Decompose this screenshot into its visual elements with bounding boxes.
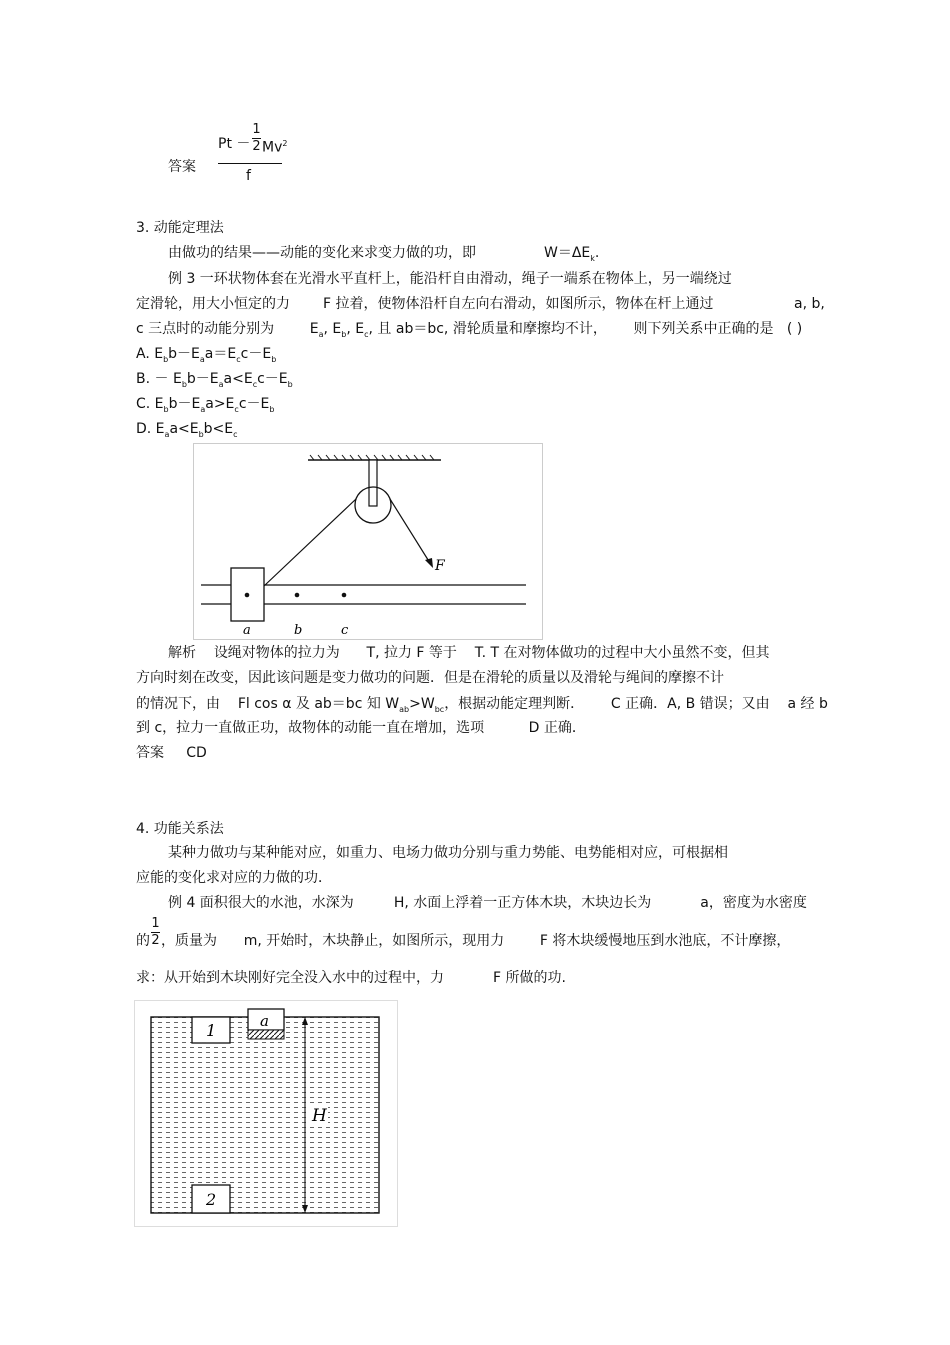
ex3-line2c: a, b,	[794, 296, 825, 312]
answer-half-den: 2	[252, 139, 261, 154]
label-a: a	[243, 623, 251, 638]
ex3-line1: 例 3 一环状物体套在光滑水平直杆上，能沿杆自由滑动，绳子一端系在物体上，另一端绕过	[168, 271, 732, 287]
ex4-line2-de: 的	[136, 933, 150, 949]
label-c: c	[341, 623, 349, 638]
rope-right	[390, 499, 430, 563]
sec4-line2: 应能的变化求对应的力做的功．	[136, 870, 332, 886]
point-b	[295, 593, 300, 598]
label-b: b	[294, 623, 303, 638]
rope-left	[264, 499, 356, 586]
answer-half	[252, 123, 261, 154]
label-2: 2	[206, 1190, 217, 1209]
ex3-line2b: F 拉着，使物体沿杆自左向右滑动，如图所示，物体在杆上通过	[323, 296, 714, 312]
answer-label: 答案	[168, 159, 196, 175]
sec4-heading: 4. 功能关系法	[136, 821, 224, 837]
solution-line1: 解析 设绳对物体的拉力为 T, 拉力 F 等于 T. T 在对物体做功的过程中大小虽然不变，但其	[168, 645, 770, 661]
pulley-figure	[193, 443, 543, 640]
answer-fraction	[218, 122, 288, 184]
option-d: D. $E_aa<E_bb<E_c$	[136, 421, 238, 439]
ex4-half-num: 1	[151, 916, 160, 931]
pool-figure	[134, 1000, 398, 1227]
ex3-line2a: 定滑轮，用大小恒定的力	[136, 296, 290, 312]
pool-water	[151, 1017, 379, 1213]
ex4-line1: 例 4 面积很大的水池，水深为 H, 水面上浮着一正方体木块，木块边长为 a，密度为水密度	[168, 895, 807, 911]
point-c	[342, 593, 347, 598]
sec3-line1: 由做功的结果——动能的变化来求变力做的功，即	[168, 245, 476, 261]
label-H: H	[312, 1106, 327, 1126]
solution-line2: 方向时刻在改变，因此该问题是变力做功的问题．但是在滑轮的质量以及滑轮与绳间的摩擦不计	[136, 670, 724, 686]
label-a: a	[260, 1012, 269, 1030]
ex4-line3: 求：从开始到木块刚好完全没入水中的过程中，力 F 所做的功.	[136, 970, 566, 986]
ex4-half-fraction	[151, 917, 160, 948]
answer-den: f	[246, 168, 251, 184]
label-1: 1	[206, 1021, 217, 1040]
label-F: F	[435, 558, 445, 574]
sec4-line1: 某种力做功与某种能对应，如重力、电场力做功分别与重力势能、电势能相对应，可根据相	[168, 845, 728, 861]
point-a	[245, 593, 250, 598]
option-a: A. $E_bb-E_aa=E_cc-E_b$	[136, 346, 277, 364]
option-c: C. $E_bb-E_aa>E_cc-E_b$	[136, 396, 275, 414]
ex4-line2-rest: ，质量为 m, 开始时，木块静止，如图所示，现用力 F 将木块缓慢地压到水池底，不计摩擦，	[161, 933, 791, 949]
answer-half-num: 1	[252, 122, 261, 137]
answer2: 答案 CD	[136, 745, 207, 761]
solution-line4: 到 c，拉力一直做正功，故物体的动能一直在增加，选项 D 正确．	[136, 720, 586, 736]
floating-block-submerged	[248, 1030, 284, 1039]
sec3-heading: 3. 动能定理法	[136, 220, 224, 236]
ex3-line3: c 三点时的动能分别为 $E_a$, $E_b$, $E_c$, 且 ab＝bc, 滑轮质量和摩擦均不计， 则下列关系中正确的是 ( )	[136, 321, 803, 339]
ex4-half-den: 2	[151, 933, 160, 948]
sec3-formula1: $W=\Delta E_k$.	[544, 245, 600, 263]
answer-num-b: Mv$^2$	[262, 139, 288, 156]
answer-num-a: Pt －	[218, 136, 251, 152]
force-arrowhead	[425, 558, 433, 568]
option-b: B. － $E_bb-E_aa<E_cc-E_b$	[136, 371, 293, 389]
solution-line3: 的情况下，由 Fl cos α 及 ab＝bc 知 $W_{ab}>W_{bc}$，根据动能定理判断． C 正确．A, B 错误；又由 a 经 b	[136, 696, 828, 714]
pulley-support	[369, 460, 377, 506]
